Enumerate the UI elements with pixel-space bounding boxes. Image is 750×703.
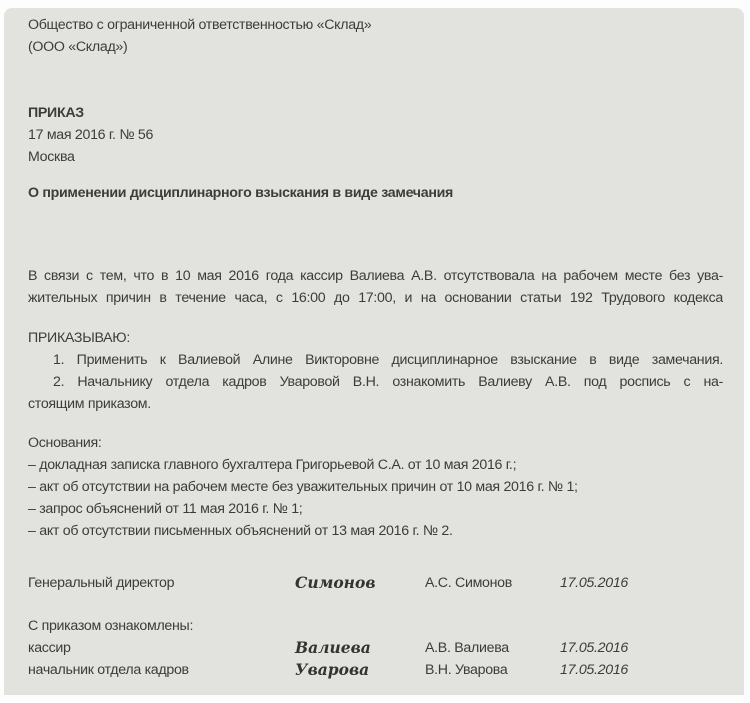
preamble-line-1: В связи с тем, что в 10 мая 2016 года кассир Валиева А.В. отсутствовала на рабочем месте без ува- xyxy=(28,268,723,284)
preamble-line-2: жительных причин в течение часа, с 16:00 до 17:00, и на основании статьи 192 Трудового кодекса xyxy=(28,290,723,306)
ground-item-2: – акт об отсутствии на рабочем месте без уважительных причин от 10 мая 2016 г. № 1; xyxy=(28,479,578,495)
director-signature: Симонов xyxy=(295,573,376,592)
order-date-number: 17 мая 2016 г. № 56 xyxy=(28,127,154,143)
hr-head-position: начальник отдела кадров xyxy=(28,662,189,678)
company-name-full: Общество с ограниченной ответственностью «Склад» xyxy=(28,17,372,33)
hr-head-name: В.Н. Уварова xyxy=(425,662,508,678)
order-item-2-line-2: стоящим приказом. xyxy=(28,396,151,412)
director-signature-row xyxy=(28,572,723,594)
director-position: Генеральный директор xyxy=(28,575,175,591)
hr-head-signature: Уварова xyxy=(295,660,370,679)
cashier-name: А.В. Валиева xyxy=(425,640,509,656)
cashier-position: кассир xyxy=(28,640,71,656)
order-document xyxy=(4,8,744,695)
cashier-signature: Валиева xyxy=(295,638,371,657)
director-date: 17.05.2016 xyxy=(560,575,629,591)
grounds-label: Основания: xyxy=(28,435,102,451)
order-item-2-line-1: 2. Начальнику отдела кадров Уваровой В.Н. ознакомить Валиеву А.В. под роспись с на- xyxy=(53,374,723,390)
order-subject: О применении дисциплинарного взыскания в виде замечания xyxy=(28,185,454,201)
ground-item-1: – докладная записка главного бухгалтера Григорьевой С.А. от 10 мая 2016 г.; xyxy=(28,457,517,473)
cashier-signature-row xyxy=(28,637,723,659)
command-word: ПРИКАЗЫВАЮ: xyxy=(28,330,130,346)
hr-head-date: 17.05.2016 xyxy=(560,662,629,678)
ground-item-4: – акт об отсутствии письменных объяснений от 13 мая 2016 г. № 2. xyxy=(28,523,453,539)
ground-item-3: – запрос объяснений от 11 мая 2016 г. № 1; xyxy=(28,501,303,517)
preamble-paragraph xyxy=(28,265,723,309)
hr-head-signature-row xyxy=(28,659,723,681)
cashier-date: 17.05.2016 xyxy=(560,640,629,656)
order-item-1: 1. Применить к Валиевой Алине Викторовне дисциплинарное взыскание в виде замечания. xyxy=(53,352,723,368)
order-title: ПРИКАЗ xyxy=(28,105,84,121)
director-name: А.С. Симонов xyxy=(425,575,513,591)
company-name-short: (ООО «Склад») xyxy=(28,39,128,55)
acknowledged-label: С приказом ознакомлены: xyxy=(28,618,194,634)
order-city: Москва xyxy=(28,149,75,165)
